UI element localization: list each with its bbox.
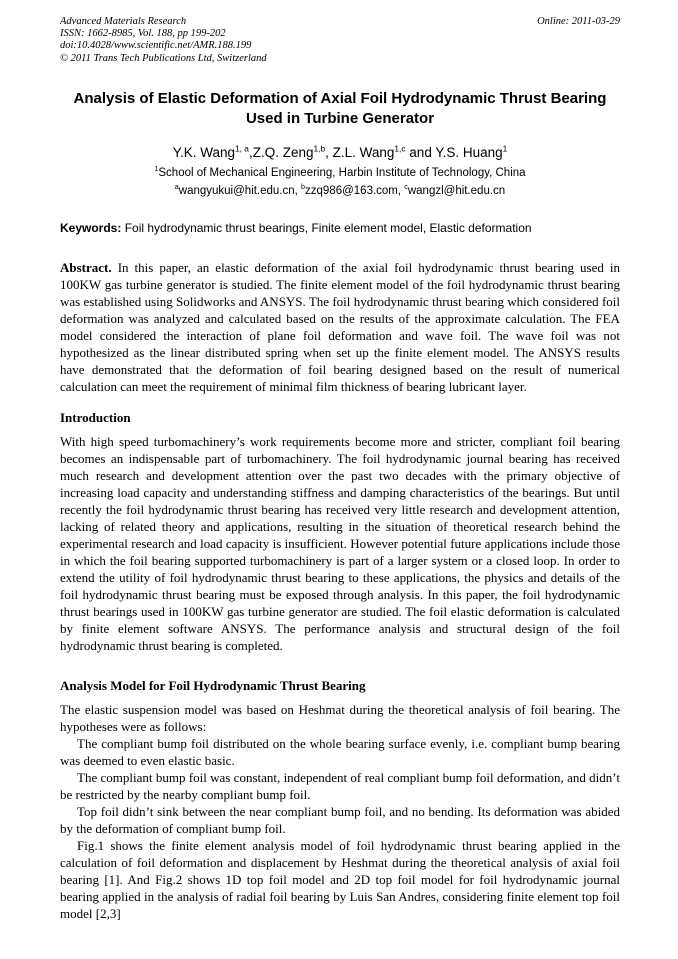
abstract-text: In this paper, an elastic deformation of the axial foil hydrodynamic thrust bearing used in 100KW gas turbine generator is studied. The finite element model of the foil hydrodynamic thrust bearing was established using Solidworks and ANSYS. The foil hydrodynamic thrust bearing which considered foil deformation was analyzed and calculated based on the results of the approximate calculation. The FEA model considered the interaction of plane foil deformation and wave foil. The wave foil was not hypothesized as the linear distributed spring when set up the finite element model. The ANSYS results have demonstrated that the deformation of foil bearing designed based on the result of numerical calculation can meet the requirement of minimal film thickness of bearing lubricant layer.: [60, 259, 621, 394]
online-date: Online: 2011-03-29: [537, 16, 620, 27]
email-3-superscript: c: [404, 182, 408, 191]
affiliation-text: School of Mechanical Engineering, Harbin Institute of Technology, China: [158, 166, 526, 179]
author-1-superscript: 1, a: [235, 143, 249, 154]
affiliation-line: [60, 164, 620, 179]
email-3: [404, 182, 506, 197]
journal-issn-volume: ISSN: 1662-8985, Vol. 188, pp 199-202: [60, 28, 226, 40]
affiliation-superscript: 1: [154, 164, 159, 173]
author-2: [249, 145, 325, 160]
section-heading-introduction: Introduction: [60, 409, 131, 425]
author-1-name: Y.K. Wang: [172, 144, 235, 160]
email-2: [301, 182, 405, 197]
email-1-superscript: a: [174, 182, 179, 191]
keywords-text: Foil hydrodynamic thrust bearings, Finite element model, Elastic deformation: [124, 220, 532, 235]
author-3-superscript: 1,c: [394, 143, 406, 154]
introduction-paragraph: With high speed turbomachinery’s work requirements become more and stricter, compliant foil bearing becomes an indispensable part of turbomachinery. The foil hydrodynamic journal bearing has received much research and development attention over the past two decades with the primary objective of increasing load capacity and understanding stiffness and damping characteristics of the bearings. But until recently the foil hydrodynamic thrust bearing has received very little research and development attention, lacking of related theory and applications, resulting in the situation of theoretical research behind the experimental research and load capacity is insufficient. However potential future applications include those in which the foil bearing supported turbomachinery is part of a larger system or a closed loop. In order to extend the utility of foil hydrodynamic thrust bearing to these applications, the physics and details of the foil hydrodynamic thrust bearing must be exposed through analysis. In this paper, the foil hydrodynamic thrust bearings used in 100KW gas turbine generator are studied. The foil elastic deformation is calculated by finite element software ANSYS. The performance analysis and structural design of the foil hydrodynamic thrust bearing is completed.: [60, 433, 620, 653]
abstract-label: Abstract.: [60, 259, 112, 275]
email-3-address: wangzl@hit.edu.cn: [407, 184, 506, 197]
journal-name: Advanced Materials Research: [60, 16, 187, 27]
author-4-superscript: 1: [502, 143, 508, 154]
journal-header: [60, 16, 620, 65]
author-4-name: and Y.S. Huang: [405, 144, 503, 160]
journal-copyright: © 2011 Trans Tech Publications Ltd, Switzerland: [60, 52, 267, 64]
author-3-name: , Z.L. Wang: [325, 144, 395, 160]
journal-info: [60, 16, 267, 65]
analysis-paragraph-2: The compliant bump foil distributed on the whole bearing surface evenly, i.e. compliant bump bearing was deemed to even elastic basic.: [60, 735, 620, 768]
keywords-label: Keywords:: [60, 220, 122, 235]
section-heading-analysis-model: Analysis Model for Foil Hydrodynamic Thrust Bearing: [60, 677, 366, 693]
analysis-paragraph-4: Top foil didn’t sink between the near compliant bump foil, and no bending. Its deformation was abided by the deformation of compliant bump foil.: [60, 803, 620, 836]
email-2-address: zzq986@163.com,: [305, 184, 405, 197]
analysis-paragraph-3: The compliant bump foil was constant, independent of real compliant bump foil deformation, and didn’t be restricted by the nearby compliant bump foil.: [60, 769, 620, 802]
authors-line: [60, 145, 620, 160]
author-1: [173, 145, 249, 160]
author-2-name: ,Z.Q. Zeng: [248, 144, 314, 160]
paper-title: Analysis of Elastic Deformation of Axial Foil Hydrodynamic Thrust Bearing Used in Turbine Generator: [73, 89, 607, 127]
abstract-paragraph: [60, 259, 620, 395]
email-1: [174, 182, 302, 197]
author-3: [325, 145, 405, 160]
emails-line: [60, 182, 620, 197]
email-1-address: wangyukui@hit.edu.cn,: [178, 184, 302, 197]
keywords-line: [60, 221, 620, 235]
analysis-paragraph-1: The elastic suspension model was based on Heshmat during the theoretical analysis of foil bearing. The hypotheses were as follows:: [60, 701, 620, 734]
analysis-paragraph-5: Fig.1 shows the finite element analysis model of foil hydrodynamic thrust bearing applied in the calculation of foil deformation and displacement by Heshmat during the theoretical analysis of axial foil bearing [1]. And Fig.2 shows 1D top foil model and 2D top foil model for foil hydrodynamic journal bearing applied in the analysis of radial foil bearing by Luis San Andres, considering finite element top foil model [2,3]: [60, 837, 620, 921]
email-2-superscript: b: [301, 182, 306, 191]
author-4: [406, 145, 508, 160]
author-2-superscript: 1,b: [313, 143, 326, 154]
journal-doi: doi:10.4028/www.scientific.net/AMR.188.199: [60, 40, 252, 52]
